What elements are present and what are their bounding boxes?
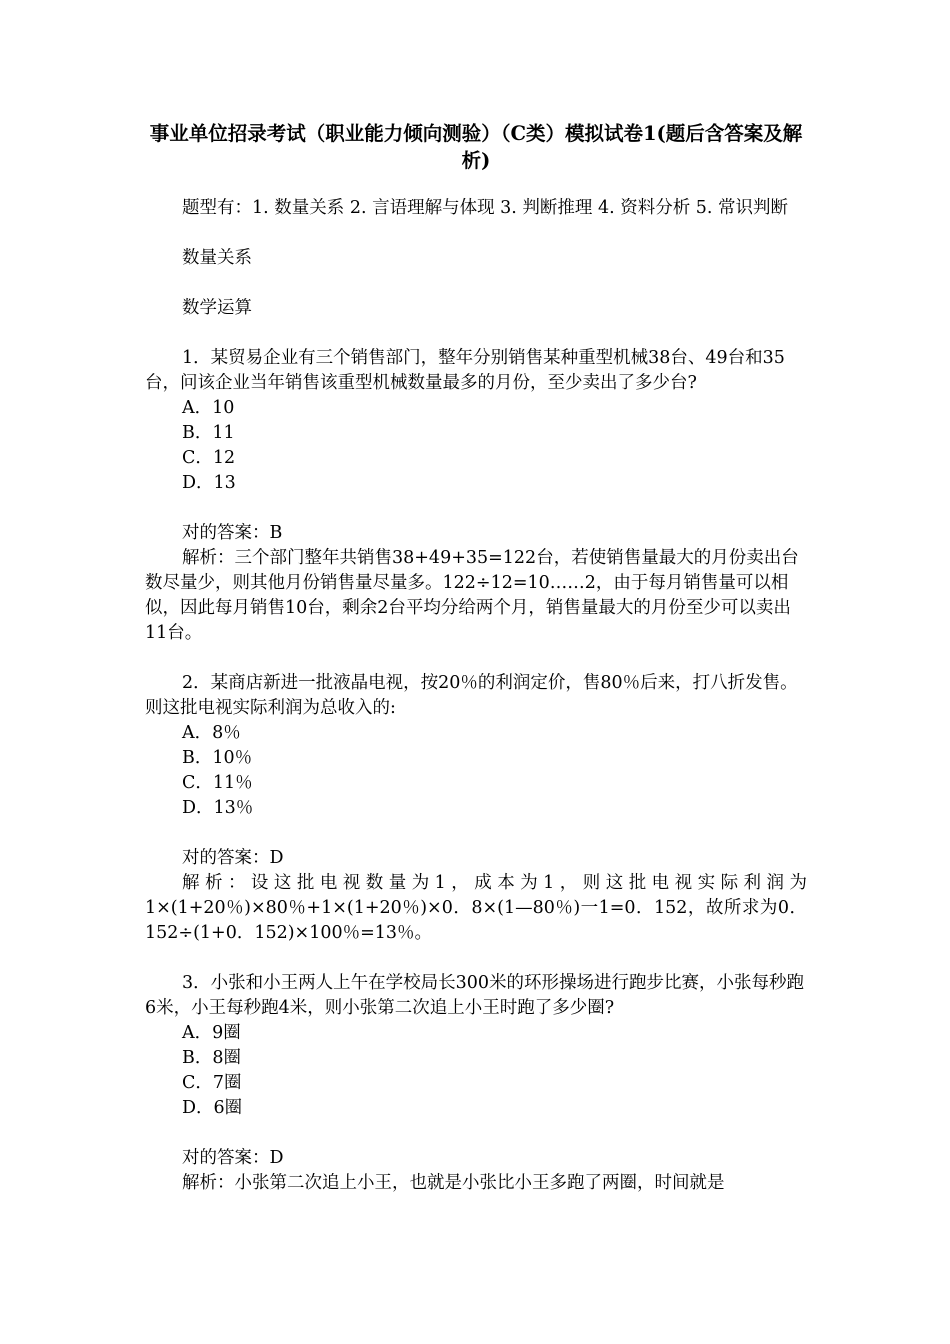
document-page (145, 120, 807, 1196)
option-c: C．11％ (182, 773, 253, 793)
option-a: A．8％ (182, 723, 241, 743)
question-1 (145, 346, 807, 646)
document-title: 事业单位招录考试（职业能力倾向测验）（C类）模拟试卷1(题后含答案及解析) (149, 122, 803, 172)
answer-analysis: 解析：三个部门整年共销售38+49+35=122台，若使销售量最大的月份卖出台数尽量少，则其他月份销售量尽量多。122÷12=10……2，由于每月销售量可以相似，因此每月销售10台，剩余2台平均分给两个月，销售量最大的月份至少可以卖出11台。 (145, 548, 799, 643)
option-c: C．7圈 (182, 1073, 242, 1093)
correct-answer: 对的答案：B (182, 523, 283, 543)
option-b: B．8圈 (182, 1048, 241, 1068)
question-3 (145, 971, 807, 1196)
option-d: D．13 (182, 473, 236, 493)
question-types-line: 题型有：1. 数量关系 2. 言语理解与体现 3. 判断推理 4. 资料分析 5. 常识判断 (182, 198, 789, 218)
question-stem: 3．小张和小王两人上午在学校局长300米的环形操场进行跑步比赛，小张每秒跑6米，小王每秒跑4米，则小张第二次追上小王时跑了多少圈? (145, 973, 805, 1018)
option-c: C．12 (182, 448, 236, 468)
question-2 (145, 671, 807, 946)
correct-answer: 对的答案：D (182, 848, 284, 868)
answer-analysis: 解析：小张第二次追上小王，也就是小张比小王多跑了两圈，时间就是 (182, 1173, 725, 1193)
subsection-heading: 数学运算 (182, 298, 252, 318)
question-stem: 1．某贸易企业有三个销售部门，整年分别销售某种重型机械38台、49台和35台，问该企业当年销售该重型机械数量最多的月份，至少卖出了多少台? (145, 348, 785, 393)
option-d: D．6圈 (182, 1098, 243, 1118)
correct-answer: 对的答案：D (182, 1148, 284, 1168)
option-d: D．13％ (182, 798, 254, 818)
option-b: B．11 (182, 423, 235, 443)
option-a: A．9圈 (182, 1023, 241, 1043)
question-stem: 2．某商店新进一批液晶电视，按20％的利润定价，售80％后来，打八折发售。则这批电视实际利润为总收入的: (145, 673, 798, 718)
option-a: A．10 (182, 398, 235, 418)
option-b: B．10％ (182, 748, 253, 768)
section-heading: 数量关系 (182, 248, 252, 268)
answer-analysis: 解析：设这批电视数量为1，成本为1，则这批电视实际利润为1×(1+20％)×80％+1×(1+20％)×0．8×(1—80％)一1=0．152，故所求为0．152÷(1+0．152)×100％=13％。 (145, 873, 807, 943)
